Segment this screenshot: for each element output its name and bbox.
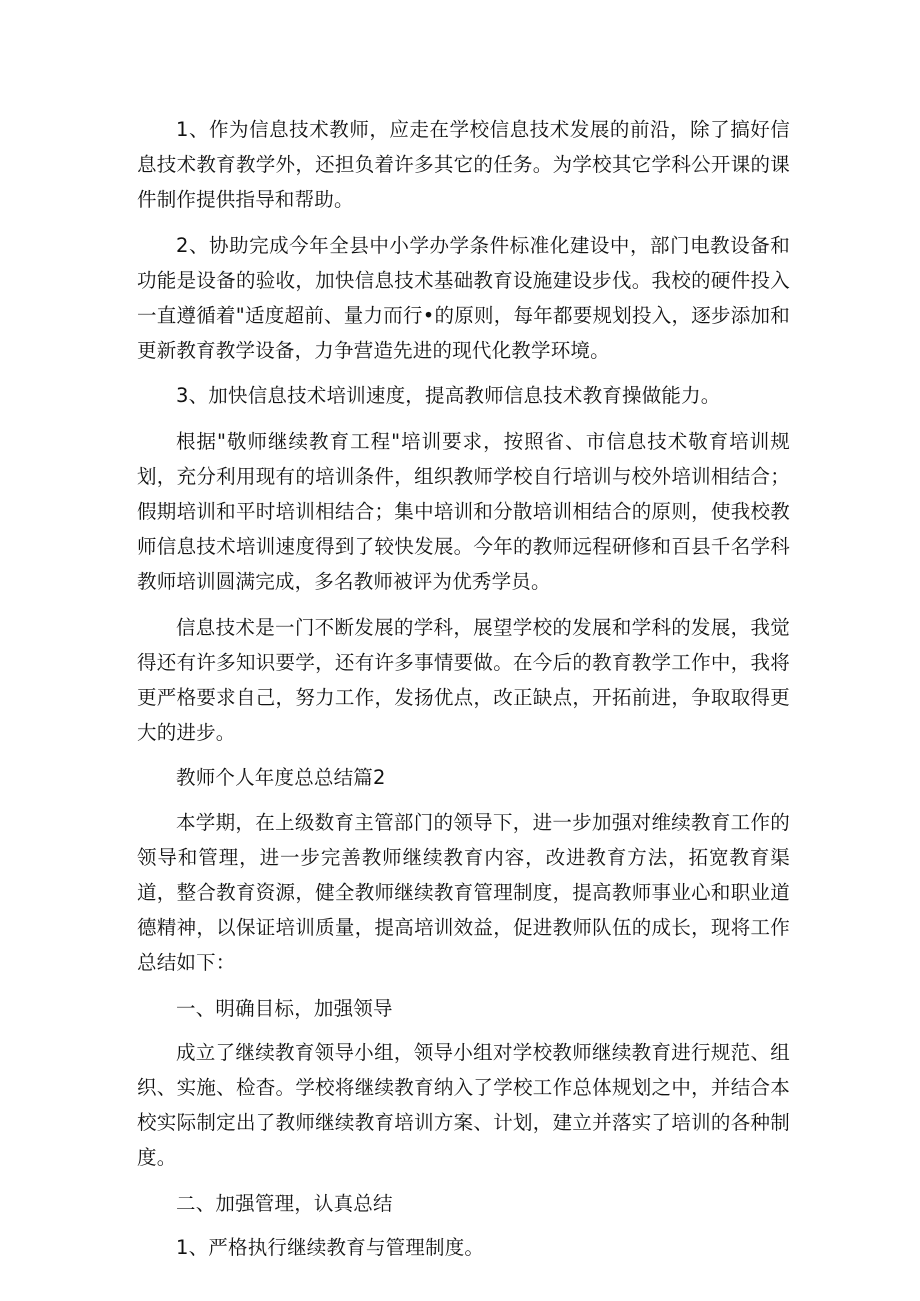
paragraph-4: 根据"敬师继续教育工程"培训要求，按照省、市信息技术敬育培训规划，充分利用现有的培训条件，组织教师学校自行培训与校外培训相结合；假期培训和平时培训相结合；集中培训和分散培训相结合的原则，使我校教师信息技术培训速度得到了较快发展。今年的教师远程研修和百县千名学科教师培训圆满完成，多名教师被评为优秀学员。 <box>137 429 790 594</box>
paragraph-8: 1、严格执行继续教育与管理制度。 <box>176 1235 485 1259</box>
section-heading-1: 一、明确目标，加强领导 <box>176 996 393 1020</box>
section-title: 教师个人年度总总结篇2 <box>176 766 386 790</box>
paragraph-1: 1、作为信息技术教师，应走在学校信息技术发展的前沿，除了搞好信息技术教育教学外，还担负着许多其它的任务。为学校其它学科公开课的课件制作提供指导和帮助。 <box>137 118 790 212</box>
paragraph-2: 2、协助完成今年全县中小学办学条件标准化建设中，部门电教设备和功能是设备的验收，加快信息技术基础教育设施建设步伐。我校的硬件投入一直遵循着"适度超前、量力而行•的原则，每年都要规划投入，逐步添加和更新教育教学设备，力争营造先进的现代化教学环境。 <box>137 233 790 363</box>
paragraph-6: 本学期，在上级数育主管部门的领导下，进一步加强对维续教育工作的领导和管理，进一步完善教师继续教育内容，改进教育方法，拓宽教育渠道，整合教育资源，健全教师继续教育管理制度，提高教师事业心和职业道德精神，以保证培训质量，提高培训效益，促进教师队伍的成长，现将工作总结如下： <box>137 810 790 975</box>
paragraph-3: 3、加快信息技术培训速度，提高教师信息技术教育操做能力。 <box>176 384 721 408</box>
section-heading-2: 二、加强管理，认真总结 <box>176 1191 393 1215</box>
paragraph-5: 信息技术是一门不断发展的学科，展望学校的发展和学科的发展，我觉得还有许多知识要学，还有许多事情要做。在今后的教育教学工作中，我将更严格要求自己，努力工作，发扬优点，改正缺点，开拓前进，争取取得更大的进步。 <box>137 615 790 745</box>
paragraph-7: 成立了继续教育领导小组，领导小组对学校教师继续教育进行规范、组织、实施、检杳。学校将继续教育纳入了学校工作总体规划之中，并结合本校实际制定出了教师继续教育培训方案、计划，建立并落实了培训的各种制度。 <box>137 1040 790 1170</box>
